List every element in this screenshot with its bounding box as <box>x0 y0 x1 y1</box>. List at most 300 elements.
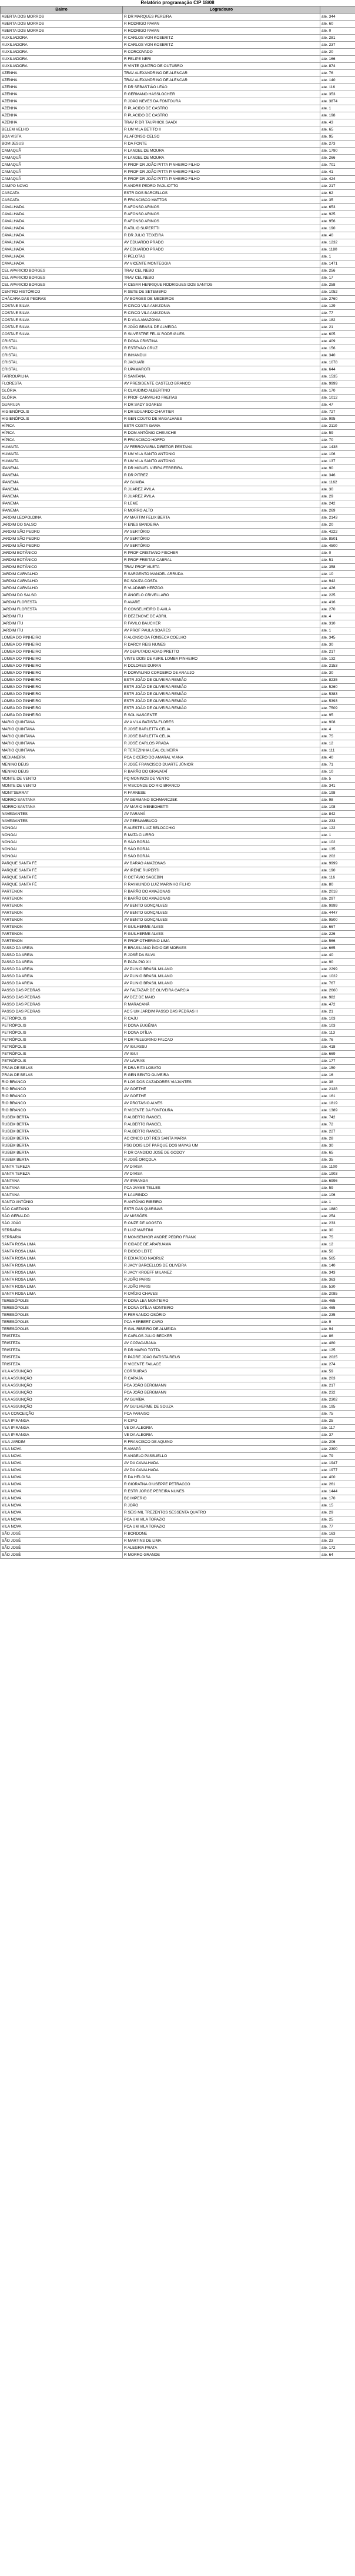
cell-numero: ate. 190 <box>320 867 355 874</box>
table-row <box>1 507 355 514</box>
cell-bairro: CHÁCARA DAS PEDRAS <box>1 296 123 303</box>
cell-logradouro: R PADRE JOÃO BATISTA REUS <box>123 1354 320 1361</box>
cell-numero: ate. 113 <box>320 1030 355 1037</box>
cell-logradouro: R LUIZ MARTINI <box>123 1227 320 1234</box>
cell-numero: ate. 1880 <box>320 1206 355 1213</box>
table-row <box>1 1185 355 1192</box>
cell-logradouro: AV SERTÓRIO <box>123 543 320 550</box>
cell-logradouro: R LAURINDO <box>123 1192 320 1199</box>
cell-logradouro: R SEIS MIL TREZENTOS SESSENTA QUATRO <box>123 1509 320 1516</box>
cell-bairro: SÃO JOSÉ <box>1 1531 123 1538</box>
cell-numero: ate. 10 <box>320 769 355 776</box>
cell-logradouro: R DR MARQUES PEREIRA <box>123 14 320 21</box>
table-row <box>1 747 355 754</box>
table-row <box>1 1086 355 1093</box>
cell-numero: ate. 418 <box>320 1044 355 1051</box>
cell-numero: ate. 72 <box>320 1121 355 1128</box>
table-row <box>1 684 355 691</box>
cell-numero: ate. 51 <box>320 557 355 564</box>
table-row <box>1 1015 355 1023</box>
cell-numero: ate. 266 <box>320 155 355 162</box>
cell-numero: ate. 233 <box>320 1220 355 1227</box>
table-row <box>1 63 355 70</box>
cell-bairro: CASCATA <box>1 197 123 204</box>
cell-logradouro: R LANDEL DE MOURA <box>123 155 320 162</box>
cell-bairro: VILA NOVA <box>1 1516 123 1523</box>
cell-logradouro: R GUILHERME ALVES <box>123 931 320 938</box>
cell-numero: ate. 232 <box>320 1389 355 1396</box>
cell-logradouro: R CARLOS VON KOSERITZ <box>123 42 320 49</box>
cell-logradouro: ESTR DOS BARCELLOS <box>123 190 320 197</box>
cell-logradouro: R JOSÉ BARLETTA CÉLIA <box>123 726 320 733</box>
cell-numero: ate. 38 <box>320 1079 355 1086</box>
table-row <box>1 402 355 409</box>
cell-numero: ate. 982 <box>320 994 355 1001</box>
table-row <box>1 1488 355 1495</box>
cell-bairro: HUMAITA <box>1 451 123 458</box>
table-row <box>1 1545 355 1552</box>
table-row <box>1 1128 355 1135</box>
cell-logradouro: AV PLINIO BRASIL MILANO <box>123 973 320 980</box>
cell-bairro: AZENHA <box>1 112 123 119</box>
cell-bairro: LOMBA DO PINHEIRO <box>1 712 123 719</box>
cell-bairro: CEL APARICIO BORGES <box>1 282 123 289</box>
cell-numero: ate. 1 <box>320 105 355 112</box>
cell-bairro: AUXILIADORA <box>1 42 123 49</box>
cell-numero: ate. 129 <box>320 303 355 310</box>
cell-logradouro: ESTR COSTA GAMA <box>123 423 320 430</box>
table-row <box>1 917 355 924</box>
table-row <box>1 56 355 63</box>
cell-numero: ate. 1078 <box>320 359 355 366</box>
cell-logradouro: R UM VILA BETITO II <box>123 126 320 133</box>
cell-numero: ate. 76 <box>320 70 355 77</box>
cell-numero: ate. 30 <box>320 486 355 493</box>
table-row <box>1 176 355 183</box>
cell-bairro: RIO BRANCO <box>1 1107 123 1114</box>
table-row <box>1 1121 355 1128</box>
table-row <box>1 338 355 345</box>
cell-numero: ate. 86 <box>320 1333 355 1340</box>
cell-numero: ate. 79 <box>320 1453 355 1460</box>
cell-logradouro: R JOSÉ FRANCISCO DUARTE JÚNIOR <box>123 761 320 769</box>
cell-bairro: GLÓRIA <box>1 395 123 402</box>
cell-logradouro: R SÃO BORJA <box>123 853 320 860</box>
table-row <box>1 303 355 310</box>
cell-logradouro: R SILVESTRE FELIX RODRIGUES <box>123 331 320 338</box>
cell-bairro: VILA NOVA <box>1 1460 123 1467</box>
cell-bairro: CAMAQUÃ <box>1 176 123 183</box>
table-row <box>1 98 355 105</box>
cell-bairro: CENTRO HISTÓRICO <box>1 289 123 296</box>
cell-logradouro: R PROF CARVALHO FREITAS <box>123 395 320 402</box>
cell-numero: ate. 908 <box>320 719 355 726</box>
cell-logradouro: PCA UM VILA TOPAZIO <box>123 1523 320 1531</box>
cell-numero: ate. 59 <box>320 1185 355 1192</box>
cell-numero: ate. 30 <box>320 1227 355 1234</box>
cell-logradouro: AV IPIRANGA <box>123 1178 320 1185</box>
cell-bairro: ABERTA DOS MORROS <box>1 28 123 35</box>
table-body <box>1 14 355 1559</box>
table-row <box>1 599 355 606</box>
cell-numero: ate. 43 <box>320 119 355 126</box>
cell-bairro: VILA ASSUNÇÃO <box>1 1375 123 1382</box>
cell-logradouro: R PLACIDO DE CASTRO <box>123 112 320 119</box>
cell-logradouro: R PLACIDO DE CASTRO <box>123 105 320 112</box>
cell-numero: ate. 111 <box>320 747 355 754</box>
cell-bairro: LOMBA DO PINHEIRO <box>1 705 123 712</box>
cell-bairro: VILA NOVA <box>1 1488 123 1495</box>
cell-logradouro: R CIPO <box>123 1418 320 1425</box>
cell-logradouro: R DR PELEGRINO FALCAO <box>123 1037 320 1044</box>
cell-numero: ate. 233 <box>320 818 355 825</box>
cell-numero: ate. 94 <box>320 1326 355 1333</box>
cell-logradouro: AV PARANÁ <box>123 811 320 818</box>
table-row <box>1 606 355 613</box>
table-row <box>1 1361 355 1368</box>
cell-logradouro: PSG DOIS LOT PARQUE DOS MAYAS UM <box>123 1142 320 1150</box>
table-row <box>1 387 355 395</box>
cell-logradouro: R LOS DOS CAZADORES VIAJANTES <box>123 1079 320 1086</box>
cell-bairro: PARQUE SANTA FÉ <box>1 881 123 888</box>
table-row <box>1 1446 355 1453</box>
table-row <box>1 437 355 444</box>
table-row <box>1 754 355 761</box>
cell-logradouro: R AVARE <box>123 599 320 606</box>
cell-bairro: PETRÓPOLIS <box>1 1058 123 1065</box>
cell-bairro: ABERTA DOS MORROS <box>1 21 123 28</box>
cell-numero: ate. 65 <box>320 126 355 133</box>
cell-bairro: AZENHA <box>1 98 123 105</box>
header-logradouro: Logradouro <box>123 6 320 14</box>
cell-bairro: TERESÓPOLIS <box>1 1312 123 1319</box>
cell-bairro: JARDIM SÃO PEDRO <box>1 529 123 536</box>
cell-logradouro: AV GERMANO SCHMARCZEK <box>123 797 320 804</box>
cell-logradouro: R ANGELO PASSUELLO <box>123 1453 320 1460</box>
table-row <box>1 1213 355 1220</box>
cell-numero: ate. 925 <box>320 211 355 218</box>
cell-bairro: PASSO DAS PEDRAS <box>1 994 123 1001</box>
cell-numero: ate. 5260 <box>320 684 355 691</box>
cell-logradouro: R DR CANDIDO JOSÉ DE GODOY <box>123 1150 320 1157</box>
table-row <box>1 514 355 522</box>
table-row <box>1 204 355 211</box>
cell-logradouro: R DR PITREZ <box>123 472 320 479</box>
table-row <box>1 324 355 331</box>
cell-logradouro: R AFONSO ARINOS <box>123 211 320 218</box>
cell-numero: ate. 65 <box>320 1150 355 1157</box>
cell-bairro: SÃO GERALDO <box>1 1213 123 1220</box>
cell-bairro: RIO BRANCO <box>1 1086 123 1093</box>
table-row <box>1 1460 355 1467</box>
cell-logradouro: R OVÍDIO CHAVES <box>123 1291 320 1298</box>
cell-numero: ate. 416 <box>320 599 355 606</box>
table-row <box>1 169 355 176</box>
cell-logradouro: AV SERTÓRIO <box>123 529 320 536</box>
cell-numero: ate. 1790 <box>320 148 355 155</box>
cell-logradouro: R PROF DR JOÃO PITTA PINHEIRO FILHO <box>123 169 320 176</box>
table-row <box>1 987 355 994</box>
table-row <box>1 218 355 225</box>
table-row <box>1 705 355 712</box>
table-row <box>1 458 355 465</box>
cell-bairro: CRISTAL <box>1 345 123 352</box>
table-row <box>1 783 355 790</box>
cell-bairro: CAVALHADA <box>1 246 123 253</box>
cell-numero: ate. 2302 <box>320 1396 355 1404</box>
cell-numero: ate. 40 <box>320 232 355 239</box>
cell-numero: ate. 256 <box>320 268 355 275</box>
cell-numero: ate. 47 <box>320 402 355 409</box>
cell-numero: ate. 480 <box>320 1340 355 1347</box>
cell-bairro: MORRO SANTANA <box>1 797 123 804</box>
table-row <box>1 268 355 275</box>
cell-numero: ate. 2153 <box>320 663 355 670</box>
cell-logradouro: R JOÃO BRASIL DE ALMEIDA <box>123 324 320 331</box>
table-row <box>1 1312 355 1319</box>
cell-logradouro: AV FERROVIARIA DIRETOR PESTANA <box>123 444 320 451</box>
cell-logradouro: R PROF FREITAS CABRAL <box>123 557 320 564</box>
table-row <box>1 1206 355 1213</box>
cell-bairro: CRISTAL <box>1 366 123 373</box>
cell-bairro: NONOAI <box>1 832 123 839</box>
cell-logradouro: AV DIVISA <box>123 1164 320 1171</box>
cell-numero: ate. 10 <box>320 571 355 578</box>
table-row <box>1 571 355 578</box>
table-row <box>1 1495 355 1502</box>
cell-numero: ate. 0 <box>320 550 355 557</box>
cell-logradouro: AC CINCO LOT RES SANTA MARIA <box>123 1135 320 1142</box>
table-row <box>1 1481 355 1488</box>
cell-bairro: MARIO QUINTANA <box>1 733 123 740</box>
cell-numero: ate. 667 <box>320 924 355 931</box>
cell-logradouro: R RODRIGO PAVAN <box>123 28 320 35</box>
cell-numero: ate. 182 <box>320 317 355 324</box>
cell-logradouro: R BARÃO DO AMAZONAS <box>123 888 320 896</box>
cell-logradouro: CORRUIRAS <box>123 1368 320 1375</box>
cell-logradouro: AV FALTAZAR DE OLIVEIRA GARCIA <box>123 987 320 994</box>
cell-numero: ate. 95 <box>320 133 355 141</box>
table-row <box>1 366 355 373</box>
cell-bairro: VILA NOVA <box>1 1495 123 1502</box>
cell-bairro: PARTENON <box>1 917 123 924</box>
cell-logradouro: R BORDONE <box>123 1531 320 1538</box>
header-numero <box>320 6 355 14</box>
table-row <box>1 1347 355 1354</box>
cell-bairro: COSTA E SILVA <box>1 317 123 324</box>
cell-logradouro: R JACY BARCELLOS DE OLIVEIRA <box>123 1262 320 1269</box>
cell-numero: ate. 1 <box>320 627 355 634</box>
cell-logradouro: R OCTÁVIO SAGEBIN <box>123 874 320 881</box>
cell-bairro: SANTA TEREZA <box>1 1171 123 1178</box>
cell-logradouro: VE DA ALEGRIA <box>123 1432 320 1439</box>
table-row <box>1 1241 355 1248</box>
table-row <box>1 1396 355 1404</box>
cell-numero: ate. 226 <box>320 931 355 938</box>
cell-bairro: PARTENON <box>1 910 123 917</box>
table-row <box>1 903 355 910</box>
cell-numero: ate. 9999 <box>320 860 355 867</box>
cell-numero: ate. 269 <box>320 507 355 514</box>
cell-logradouro: ESTR JOÃO DE OLIVEIRA REMIÃO <box>123 677 320 684</box>
cell-numero: ate. 1471 <box>320 260 355 268</box>
cell-bairro: SANTA ROSA LIMA <box>1 1262 123 1269</box>
cell-numero: ate. 125 <box>320 1347 355 1354</box>
table-row <box>1 846 355 853</box>
table-row <box>1 1425 355 1432</box>
cell-logradouro: AL AFONSO CELSO <box>123 133 320 141</box>
table-row <box>1 881 355 888</box>
cell-numero: ate. 163 <box>320 1531 355 1538</box>
cell-bairro: CAVALHADA <box>1 253 123 260</box>
cell-numero: ate. 344 <box>320 14 355 21</box>
cell-bairro: RUBEM BERTA <box>1 1128 123 1135</box>
table-row <box>1 21 355 28</box>
table-row <box>1 1531 355 1538</box>
cell-logradouro: TRAV ALEXANDRINO DE ALENCAR <box>123 70 320 77</box>
cell-logradouro: AC 5 UM JARDIM PASSO DAS PEDRAS II <box>123 1008 320 1015</box>
cell-numero: ate. 21 <box>320 324 355 331</box>
cell-numero: ate. 195 <box>320 1404 355 1411</box>
cell-bairro: TRISTEZA <box>1 1340 123 1347</box>
cell-logradouro: R DONA LEA MONTEIRO <box>123 1298 320 1305</box>
table-row <box>1 91 355 98</box>
table-row <box>1 670 355 677</box>
table-row <box>1 49 355 56</box>
cell-bairro: CAVALHADA <box>1 225 123 232</box>
cell-logradouro: R SANTANA <box>123 373 320 380</box>
cell-bairro: AZENHA <box>1 91 123 98</box>
cell-logradouro: AV DIVISA <box>123 1171 320 1178</box>
table-row <box>1 289 355 296</box>
cell-numero: ate. 29 <box>320 1509 355 1516</box>
cell-numero: ate. 108 <box>320 804 355 811</box>
cell-numero: ate. 2760 <box>320 296 355 303</box>
cell-logradouro: AV BENTO GONÇALVES <box>123 910 320 917</box>
cell-logradouro: R ENES BANDEIRA <box>123 522 320 529</box>
table-row <box>1 317 355 324</box>
cell-numero: ate. 1022 <box>320 973 355 980</box>
cell-numero: ate. 28 <box>320 1135 355 1142</box>
cell-bairro: LOMBA DO PINHEIRO <box>1 649 123 656</box>
cell-bairro: PETRÓPOLIS <box>1 1023 123 1030</box>
table-row <box>1 282 355 289</box>
cell-bairro: TERESÓPOLIS <box>1 1298 123 1305</box>
cell-logradouro: R DR EDUARDO CHARTIER <box>123 409 320 416</box>
table-row <box>1 1375 355 1382</box>
cell-logradouro: PCA CICERO DO AMARAL VIANA <box>123 754 320 761</box>
cell-numero: ate. 217 <box>320 1382 355 1389</box>
cell-bairro: JARDIM FLORESTA <box>1 599 123 606</box>
table-row <box>1 1065 355 1072</box>
cell-logradouro: AV DA CAVALHADA <box>123 1467 320 1474</box>
cell-logradouro: R VISCONDE DO RIO BRANCO <box>123 783 320 790</box>
cell-bairro: PASSO DA AREIA <box>1 959 123 966</box>
cell-bairro: PETRÓPOLIS <box>1 1015 123 1023</box>
cell-logradouro: R DOM ANTÔNIO CHEUICHE <box>123 430 320 437</box>
cell-bairro: RUBEM BERTA <box>1 1135 123 1142</box>
cell-bairro: TRISTEZA <box>1 1347 123 1354</box>
cell-logradouro: R FRANCISCO DE AQUINO <box>123 1439 320 1446</box>
cell-bairro: VILA NOVA <box>1 1467 123 1474</box>
cell-logradouro: R SARGENTO MANOEL ARRUDA <box>123 571 320 578</box>
table-row <box>1 162 355 169</box>
cell-bairro: AUXILIADORA <box>1 63 123 70</box>
table-row <box>1 1157 355 1164</box>
cell-bairro: LOMBA DO PINHEIRO <box>1 684 123 691</box>
table-row <box>1 486 355 493</box>
cell-numero: ate. 1100 <box>320 1164 355 1171</box>
cell-logradouro: PCA HERBERT CARO <box>123 1319 320 1326</box>
table-row <box>1 465 355 472</box>
cell-bairro: LOMBA DO PINHEIRO <box>1 642 123 649</box>
cell-bairro: HIGIENÓPOLIS <box>1 409 123 416</box>
cell-logradouro: R VICENTE FAILACE <box>123 1361 320 1368</box>
table-row <box>1 1164 355 1171</box>
cell-logradouro: R DORVALINO CORDEIRO DE ARAUJO <box>123 670 320 677</box>
table-row <box>1 190 355 197</box>
cell-numero: ate. 343 <box>320 1269 355 1277</box>
cell-bairro: RUBEM BERTA <box>1 1142 123 1150</box>
table-row <box>1 1538 355 1545</box>
cell-bairro: LOMBA DO PINHEIRO <box>1 634 123 642</box>
cell-logradouro: AV PLINIO BRASIL MILANO <box>123 980 320 987</box>
cell-numero: ate. 409 <box>320 338 355 345</box>
cell-logradouro: AV PRESIDENTE CASTELO BRANCO <box>123 380 320 387</box>
cell-bairro: VILA ASSUNÇÃO <box>1 1368 123 1375</box>
cell-numero: ate. 3874 <box>320 98 355 105</box>
cell-bairro: COSTA E SILVA <box>1 331 123 338</box>
cell-numero: ate. 340 <box>320 352 355 359</box>
cell-logradouro: R CINCO VILA AMAZONIA <box>123 303 320 310</box>
cell-numero: ate. 346 <box>320 472 355 479</box>
table-row <box>1 924 355 931</box>
table-row <box>1 1291 355 1298</box>
cell-numero: ate. 2300 <box>320 1446 355 1453</box>
cell-logradouro: R DEZENOVE DE ABRIL <box>123 613 320 620</box>
cell-numero: ate. 20 <box>320 522 355 529</box>
cell-bairro: LOMBA DO PINHEIRO <box>1 691 123 698</box>
cell-numero: ate. 2085 <box>320 1291 355 1298</box>
cell-logradouro: AV A VILA BATISTA FLORES <box>123 719 320 726</box>
table-row <box>1 769 355 776</box>
table-row <box>1 536 355 543</box>
cell-numero: ate. 2128 <box>320 1086 355 1093</box>
cell-logradouro: BC IMPERIO <box>123 1495 320 1502</box>
table-row <box>1 1305 355 1312</box>
cell-numero: ate. 1052 <box>320 289 355 296</box>
cell-logradouro: AV DA CAVALHADA <box>123 1460 320 1467</box>
cell-logradouro: R PAPA PIO XII <box>123 959 320 966</box>
cell-logradouro: R PROF CRISTIANO FISCHER <box>123 550 320 557</box>
cell-logradouro: R SOL NASCENTE <box>123 712 320 719</box>
cell-numero: ate. 23 <box>320 1538 355 1545</box>
cell-bairro: RUBEM BERTA <box>1 1114 123 1121</box>
table-row <box>1 395 355 402</box>
cell-numero: ate. 35 <box>320 197 355 204</box>
cell-logradouro: TRAV ALEXANDRINO DE ALENCAR <box>123 77 320 84</box>
cell-bairro: TRISTEZA <box>1 1361 123 1368</box>
table-row <box>1 1326 355 1333</box>
table-row <box>1 225 355 232</box>
cell-numero: ate. 5383 <box>320 691 355 698</box>
table-row <box>1 543 355 550</box>
cell-numero: ate. 1162 <box>320 479 355 486</box>
cell-logradouro: R JOÃO NEVES DA FONTOURA <box>123 98 320 105</box>
table-row <box>1 980 355 987</box>
cell-bairro: PASSO DAS PEDRAS <box>1 987 123 994</box>
cell-logradouro: R INHANDUI <box>123 352 320 359</box>
